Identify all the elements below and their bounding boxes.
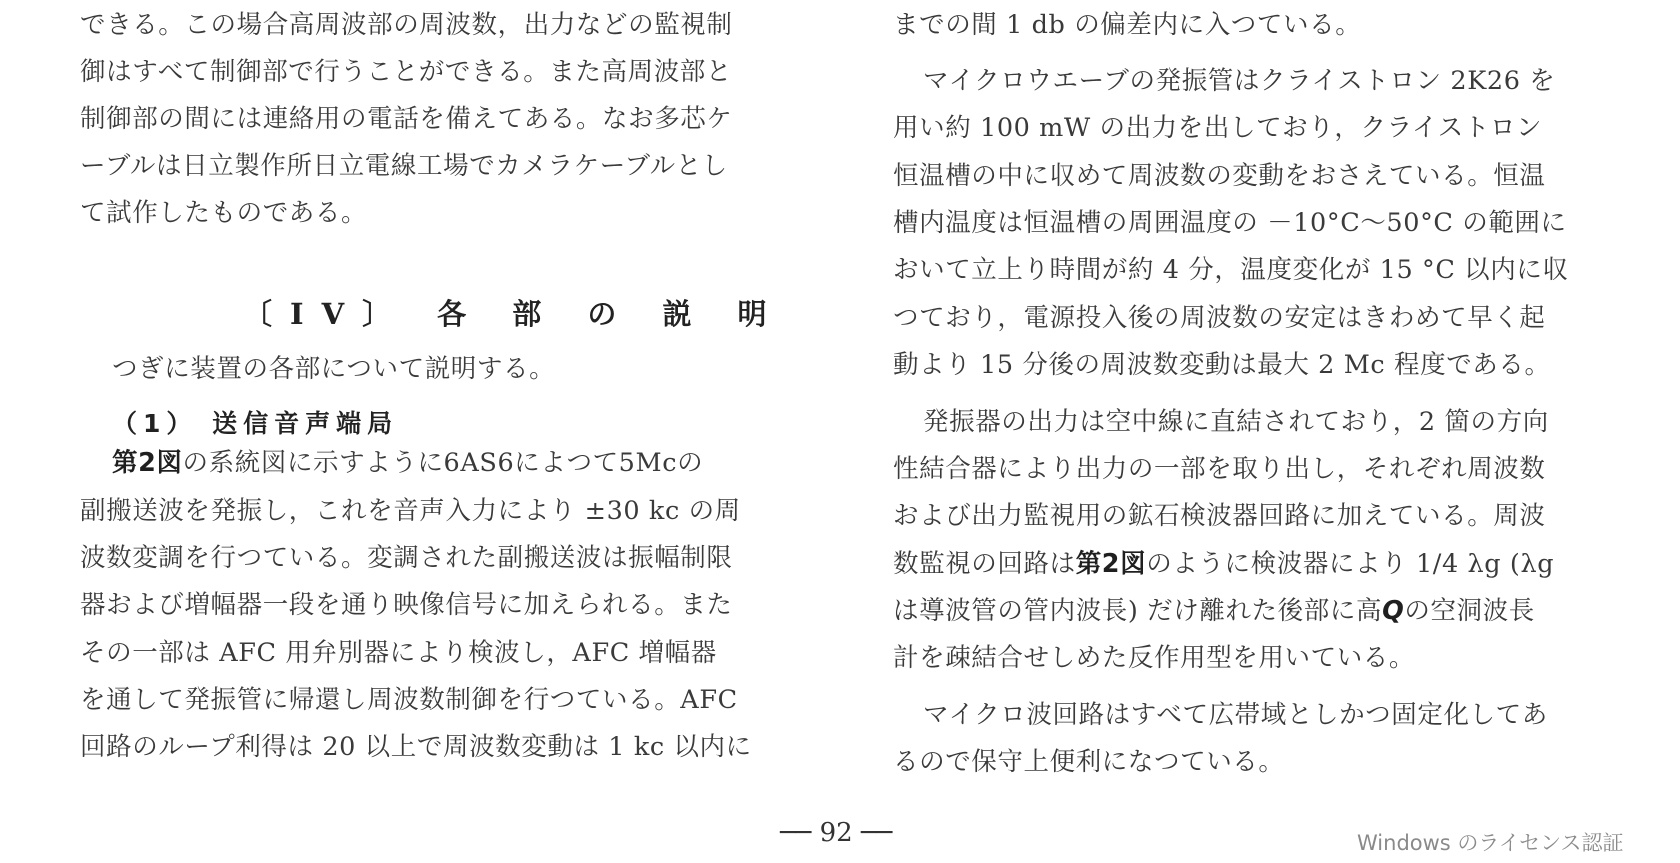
text-line: ーブルは日立製作所日立電線工場でカメラケーブルとし (80, 151, 728, 181)
q-symbol: Q (1382, 596, 1405, 626)
figure-reference: 第2図 (1075, 549, 1147, 579)
text-line: 計を疎結合せしめた反作用型を用いている。 (893, 643, 1416, 673)
figure-reference: 第2図 (112, 448, 183, 478)
text-line: を通して発振管に帰還し周波数制御を行つている。AFC (80, 685, 738, 715)
text-line: 槽内温度は恒温槽の周囲温度の －10°C～50°C の範囲に (893, 208, 1567, 238)
text-line: 制御部の間には連絡用の電話を備えてある。なお多芯ケ (80, 104, 733, 134)
text-line: は導波管の管内波長) だけ離れた後部に高Qの空洞波長 (893, 596, 1535, 626)
text-line: 性結合器により出力の一部を取り出し，それぞれ周波数 (893, 454, 1546, 484)
windows-activation-watermark: Windows のライセンス認証 (1357, 831, 1624, 855)
text-line: 副搬送波を発振し，これを音声入力により ±30 kc の周 (80, 496, 741, 526)
text-line: 恒温槽の中に収めて周波数の変動をおさえている。恒温 (893, 161, 1546, 191)
page-number: ── 92 ── (780, 818, 893, 848)
text-line: マイクロウエーブの発振管はクライストロン 2K26 を (923, 66, 1556, 96)
text-line: 用い約 100 mW の出力を出しており，クライストロン (893, 113, 1543, 143)
text-line: マイクロ波回路はすべて広帯域としかつ固定化してあ (923, 700, 1548, 730)
text-line: 発振器の出力は空中線に直結されており，2 箇の方向 (923, 407, 1549, 437)
subsection-heading: （1） 送信音声端局 (112, 409, 399, 438)
text-line: できる。この場合高周波部の周波数，出力などの監視制 (80, 10, 733, 40)
text-line: 回路のループ利得は 20 以上で周波数変動は 1 kc 以内に (80, 732, 752, 762)
paragraph-first-line: 第2図の系統図に示すように6AS6によつて5Mcの (112, 448, 704, 478)
text-line: 動より 15 分後の周波数変動は最大 2 Mc 程度である。 (893, 350, 1551, 380)
text-line: おいて立上り時間が約 4 分，温度変化が 15 °C 以内に収 (893, 255, 1569, 285)
text-line: つており，電源投入後の周波数の安定はきわめて早く起 (893, 303, 1546, 333)
text-line: 器および増幅器一段を通り映像信号に加えられる。また (80, 590, 733, 620)
text-line: および出力監視用の鉱石検波器回路に加えている。周波 (893, 501, 1546, 531)
text-line: 数監視の回路は第2図のように検波器により 1/4 λg (λg (893, 549, 1555, 579)
intro-text: つぎに装置の各部について説明する。 (112, 354, 556, 384)
text-line: て試作したものである。 (80, 198, 368, 228)
text-line: 波数変調を行つている。変調された副搬送波は振幅制限 (80, 543, 733, 573)
section-heading: 〔IV〕 各 部 の 説 明 (243, 297, 785, 331)
text-line: その一部は AFC 用弁別器により検波し，AFC 増幅器 (80, 638, 717, 668)
text-line: るので保守上便利になつている。 (893, 747, 1285, 777)
text-line: 御はすべて制御部で行うことができる。また高周波部と (80, 57, 732, 87)
text-line: までの間 1 db の偏差内に入つている。 (893, 10, 1362, 40)
